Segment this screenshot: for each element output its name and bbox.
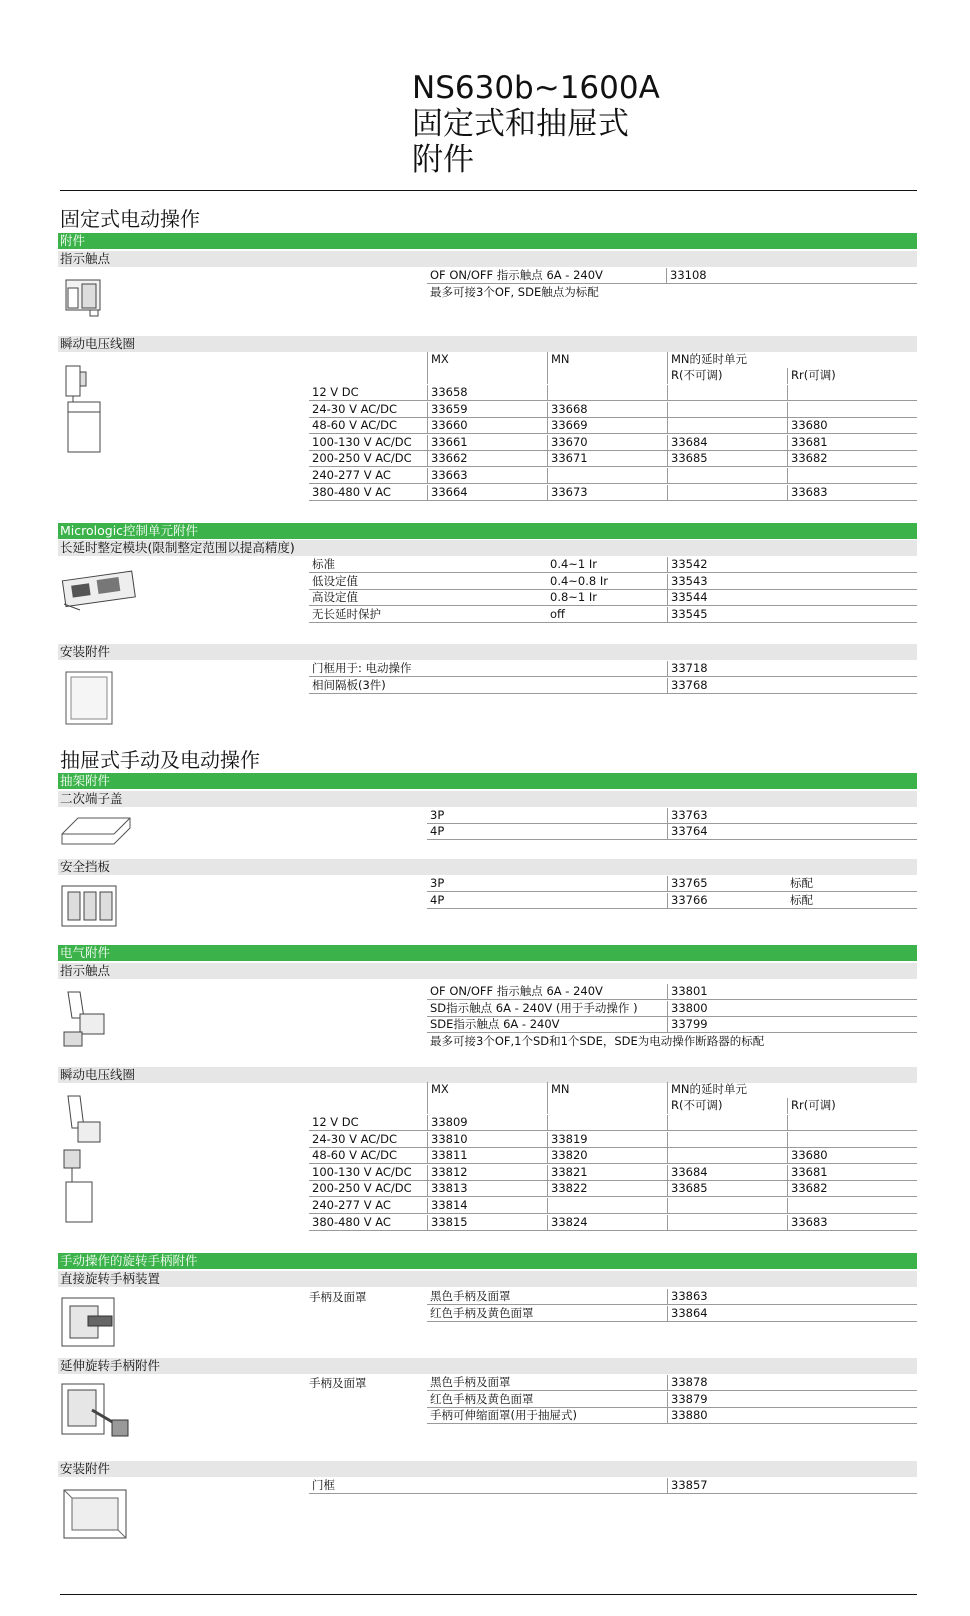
drawout-door-frame-image: [60, 1486, 130, 1542]
ltd-range: 0.4~0.8 Ir: [547, 574, 667, 590]
aux-desc: SD指示触点 6A - 240V (用于手动操作 ): [427, 1001, 667, 1017]
voltage-cell: 24-30 V AC/DC: [309, 1132, 427, 1148]
mn-cell: 33673: [547, 485, 667, 501]
section-title-drawout: 抽屉式手动及电动操作: [60, 748, 260, 772]
handle-code: 33879: [667, 1392, 917, 1408]
rr-cell: [787, 1132, 917, 1148]
mn-cell: 33671: [547, 451, 667, 467]
fixed-hdr-delay: MN的延时单元: [667, 352, 917, 368]
voltage-cell: 380-480 V AC: [309, 1215, 427, 1231]
r-cell: [667, 385, 787, 401]
mn-cell: [547, 1198, 667, 1214]
terminal-cover-image: [58, 810, 138, 850]
drawout-mount-code: 33857: [667, 1478, 917, 1494]
fixed-hdr-mx: MX: [427, 352, 547, 384]
mn-cell: [547, 468, 667, 484]
mx-cell: 33659: [427, 402, 547, 418]
shunt-heading: 瞬动电压线圈: [58, 336, 917, 352]
voltage-cell: 380-480 V AC: [309, 485, 427, 501]
header-divider: [60, 190, 917, 191]
mx-cell: 33811: [427, 1148, 547, 1164]
ext-handle-image: [58, 1380, 134, 1442]
handle-desc: 黑色手柄及面罩: [427, 1289, 667, 1305]
voltage-cell: 100-130 V AC/DC: [309, 435, 427, 451]
mn-cell: [547, 385, 667, 401]
aux-desc: SDE指示触点 6A - 240V: [427, 1017, 667, 1033]
ltd-code: 33545: [667, 607, 917, 623]
r-cell: 33685: [667, 451, 787, 467]
aux-contacts-heading: 指示触点: [58, 251, 917, 267]
rr-cell: 33680: [787, 1148, 917, 1164]
code-cell: 33763: [667, 808, 917, 824]
r-cell: [667, 1115, 787, 1131]
direct-handle-image: [58, 1294, 124, 1350]
mn-cell: 33668: [547, 402, 667, 418]
terminal-cover-heading: 二次端子盖: [58, 791, 917, 807]
ltd-module-image: [58, 570, 138, 614]
footer-divider: [60, 1594, 917, 1595]
fixed-hdr-rr: Rr(可调): [787, 368, 917, 384]
drawout-hdr-mx: MX: [427, 1082, 547, 1114]
aux-desc: OF ON/OFF 指示触点 6A - 240V: [427, 984, 667, 1000]
handle-code: 33863: [667, 1289, 917, 1305]
handle-desc: 手柄可伸缩面罩(用于抽屉式): [427, 1408, 667, 1424]
pole-cell: 3P: [427, 808, 667, 824]
direct-handle-heading: 直接旋转手柄装置: [58, 1271, 917, 1287]
r-cell: [667, 468, 787, 484]
rr-cell: [787, 402, 917, 418]
mx-cell: 33809: [427, 1115, 547, 1131]
rr-cell: [787, 1115, 917, 1131]
voltage-cell: 12 V DC: [309, 385, 427, 401]
aux-code: 33800: [667, 1001, 917, 1017]
voltage-cell: 48-60 V AC/DC: [309, 418, 427, 434]
ltd-range: off: [547, 607, 667, 623]
drawout-mount-heading: 安装附件: [58, 1461, 917, 1477]
mn-cell: 33670: [547, 435, 667, 451]
mn-cell: 33824: [547, 1215, 667, 1231]
fixed-hdr-r: R(不可调): [667, 368, 787, 384]
rr-cell: 33681: [787, 1165, 917, 1181]
mx-cell: 33663: [427, 468, 547, 484]
handle-code: 33864: [667, 1306, 917, 1322]
rr-cell: [787, 385, 917, 401]
code-cell: 33765: [667, 876, 787, 892]
ltd-range: 0.4~1 Ir: [547, 557, 667, 573]
rr-cell: 33682: [787, 1181, 917, 1197]
r-cell: [667, 418, 787, 434]
handle-desc: 红色手柄及黄色面罩: [427, 1306, 667, 1322]
mx-cell: 33810: [427, 1132, 547, 1148]
r-cell: [667, 1215, 787, 1231]
drawout-hdr-delay: MN的延时单元: [667, 1082, 917, 1098]
mx-cell: 33813: [427, 1181, 547, 1197]
drawout-shunt-heading: 瞬动电压线圈: [58, 1067, 917, 1083]
voltage-cell: 240-277 V AC: [309, 468, 427, 484]
rr-cell: 33680: [787, 418, 917, 434]
mn-cell: 33819: [547, 1132, 667, 1148]
rr-cell: 33682: [787, 451, 917, 467]
page-subtitle: 固定式和抽屉式: [412, 106, 629, 142]
mx-cell: 33814: [427, 1198, 547, 1214]
r-cell: [667, 1132, 787, 1148]
page-title: NS630b~1600A: [412, 70, 660, 106]
r-cell: 33684: [667, 1165, 787, 1181]
mn-cell: [547, 1115, 667, 1131]
r-cell: [667, 1148, 787, 1164]
ltd-code: 33544: [667, 590, 917, 606]
bar-electrical: 电气附件: [58, 945, 917, 961]
ltd-heading: 长延时整定模块(限制整定范围以提高精度): [58, 540, 917, 556]
shunt-coil-image: [62, 362, 106, 457]
mx-cell: 33658: [427, 385, 547, 401]
aux-contact-image: [60, 274, 104, 318]
rr-cell: 33681: [787, 435, 917, 451]
mx-cell: 33660: [427, 418, 547, 434]
code-cell: 33764: [667, 824, 917, 840]
voltage-cell: 48-60 V AC/DC: [309, 1148, 427, 1164]
ext-handle-heading: 延伸旋转手柄附件: [58, 1358, 917, 1374]
standard-cell: 标配: [787, 876, 917, 892]
ltd-name: 低设定值: [309, 574, 547, 590]
drawout-aux-heading: 指示触点: [58, 963, 917, 979]
pole-cell: 3P: [427, 876, 667, 892]
ltd-name: 无长延时保护: [309, 607, 547, 623]
r-cell: [667, 485, 787, 501]
drawout-shunt-image: [60, 1092, 110, 1227]
drawout-hdr-rr: Rr(可调): [787, 1098, 917, 1114]
voltage-cell: 12 V DC: [309, 1115, 427, 1131]
ltd-code: 33543: [667, 574, 917, 590]
drawout-mount-name: 门框: [309, 1478, 667, 1494]
voltage-cell: 240-277 V AC: [309, 1198, 427, 1214]
mount-heading-fixed: 安装附件: [58, 644, 917, 660]
section-title-fixed: 固定式电动操作: [60, 207, 200, 231]
shutters-heading: 安全挡板: [58, 859, 917, 875]
pole-cell: 4P: [427, 824, 667, 840]
voltage-cell: 100-130 V AC/DC: [309, 1165, 427, 1181]
mx-cell: 33662: [427, 451, 547, 467]
ltd-range: 0.8~1 Ir: [547, 590, 667, 606]
r-cell: [667, 1198, 787, 1214]
ltd-code: 33542: [667, 557, 917, 573]
mn-cell: 33822: [547, 1181, 667, 1197]
r-cell: 33685: [667, 1181, 787, 1197]
direct-handle-group: 手柄及面罩: [309, 1290, 367, 1304]
drawout-aux-image: [60, 988, 110, 1050]
rr-cell: [787, 468, 917, 484]
r-cell: 33684: [667, 435, 787, 451]
ltd-name: 标准: [309, 557, 547, 573]
voltage-cell: 24-30 V AC/DC: [309, 402, 427, 418]
aux-code: 33108: [666, 268, 917, 284]
shutters-image: [58, 880, 120, 932]
mn-cell: 33820: [547, 1148, 667, 1164]
r-cell: [667, 402, 787, 418]
fixed-hdr-mn: MN: [547, 352, 667, 384]
ext-handle-group: 手柄及面罩: [309, 1376, 367, 1390]
mn-cell: 33821: [547, 1165, 667, 1181]
rr-cell: 33683: [787, 485, 917, 501]
standard-cell: 标配: [787, 893, 917, 909]
rr-cell: [787, 1198, 917, 1214]
voltage-cell: 200-250 V AC/DC: [309, 451, 427, 467]
mx-cell: 33812: [427, 1165, 547, 1181]
mx-cell: 33661: [427, 435, 547, 451]
drawout-aux-note: 最多可接3个OF,1个SD和1个SDE，SDE为电动操作断路器的标配: [430, 1034, 765, 1048]
bar-handle: 手动操作的旋转手柄附件: [58, 1253, 917, 1269]
handle-desc: 红色手柄及黄色面罩: [427, 1392, 667, 1408]
mx-cell: 33664: [427, 485, 547, 501]
drawout-hdr-r: R(不可调): [667, 1098, 787, 1114]
aux-note: 最多可接3个OF, SDE触点为标配: [430, 285, 599, 299]
code-cell: 33766: [667, 893, 787, 909]
bar-micrologic: Micrologic控制单元附件: [58, 523, 917, 539]
aux-desc: OF ON/OFF 指示触点 6A - 240V: [427, 268, 666, 284]
bar-accessories: 附件: [58, 233, 917, 249]
mount-name: 相间隔板(3件): [309, 678, 667, 694]
bar-chassis: 抽架附件: [58, 773, 917, 789]
aux-code: 33801: [667, 984, 917, 1000]
page-subtitle-2: 附件: [412, 142, 474, 178]
mount-code: 33768: [667, 678, 917, 694]
ltd-name: 高设定值: [309, 590, 547, 606]
mount-name: 门框用于: 电动操作: [309, 661, 667, 677]
handle-code: 33878: [667, 1375, 917, 1391]
rr-cell: 33683: [787, 1215, 917, 1231]
drawout-hdr-mn: MN: [547, 1082, 667, 1114]
pole-cell: 4P: [427, 893, 667, 909]
voltage-cell: 200-250 V AC/DC: [309, 1181, 427, 1197]
mount-code: 33718: [667, 661, 917, 677]
mn-cell: 33669: [547, 418, 667, 434]
handle-code: 33880: [667, 1408, 917, 1424]
aux-code: 33799: [667, 1017, 917, 1033]
door-frame-image: [62, 668, 118, 728]
handle-desc: 黑色手柄及面罩: [427, 1375, 667, 1391]
mx-cell: 33815: [427, 1215, 547, 1231]
